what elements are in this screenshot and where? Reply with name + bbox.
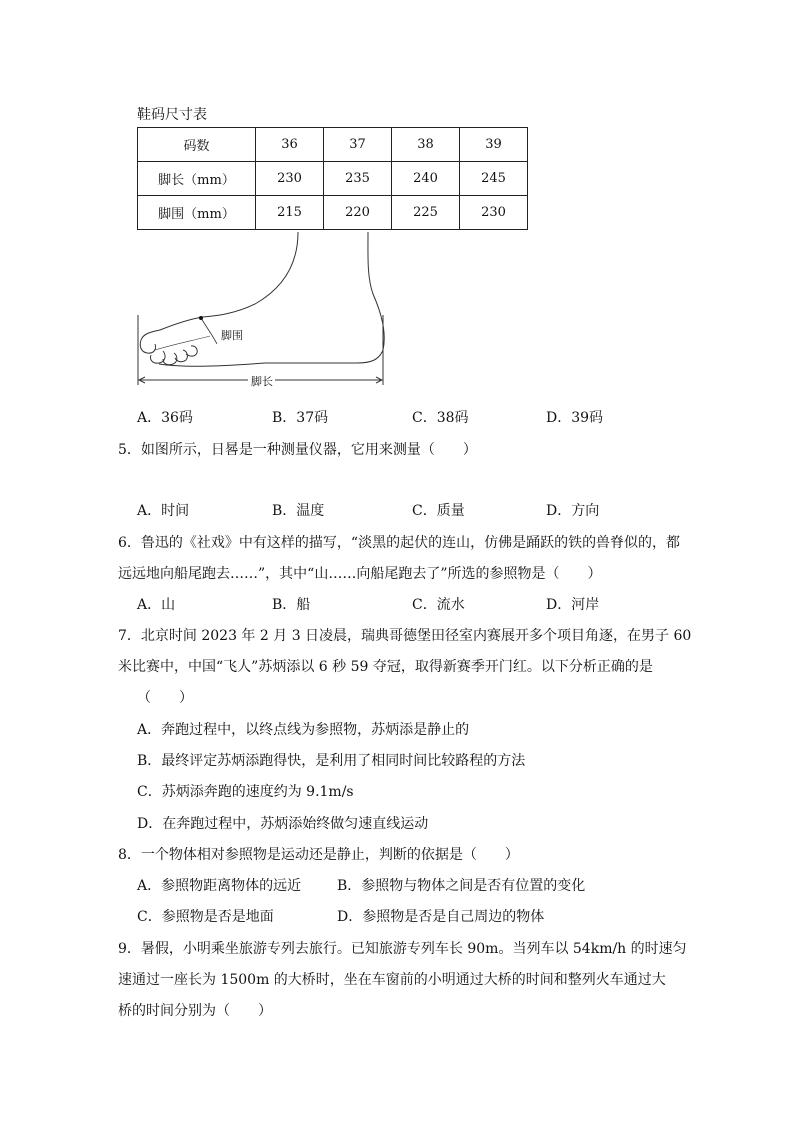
q4-option-c[interactable]: C．38码 xyxy=(412,410,469,426)
q6-option-a[interactable]: A．山 xyxy=(137,597,176,613)
table-row xyxy=(138,196,528,230)
q8-option-a[interactable]: A．参照物距离物体的远近 xyxy=(137,878,302,894)
table-cell: 245 xyxy=(460,162,528,196)
table-cell: 235 xyxy=(324,162,392,196)
q8-option-d[interactable]: D．参照物是否是自己周边的物体 xyxy=(337,909,545,925)
q5-option-d[interactable]: D．方向 xyxy=(546,503,600,519)
table-cell: 230 xyxy=(256,162,324,196)
q9-stem-line3: 桥的时间分别为（ ） xyxy=(118,1003,272,1019)
q6-stem-line2: 远远地向船尾跑去……”，其中“山……向船尾跑去了”所选的参照物是（ ） xyxy=(118,566,602,582)
q6-option-d[interactable]: D．河岸 xyxy=(546,597,600,613)
table-row xyxy=(138,128,528,162)
q8-stem: 8．一个物体相对参照物是运动还是静止，判断的依据是（ ） xyxy=(118,847,519,863)
q7-option-b[interactable]: B．最终评定苏炳添跑得快，是利用了相同时间比较路程的方法 xyxy=(137,753,526,769)
q5-option-a[interactable]: A．时间 xyxy=(137,503,190,519)
row-header: 脚围（mm） xyxy=(138,196,256,230)
q9-stem-line1: 9．暑假，小明乘坐旅游专列去旅行。已知旅游专列车长 90m。当列车以 54km/h 的时速匀 xyxy=(118,941,687,957)
q4-option-b[interactable]: B．37码 xyxy=(272,410,329,426)
q6-stem-line1: 6．鲁迅的《社戏》中有这样的描写，“淡黑的起伏的连山，仿佛是踊跃的铁的兽脊似的，都 xyxy=(118,535,681,551)
q7-stem-line3: （ ） xyxy=(137,690,193,706)
foot-diagram xyxy=(135,232,390,392)
length-label: 脚长 xyxy=(251,375,273,388)
row-header: 脚长（mm） xyxy=(138,162,256,196)
table-cell: 220 xyxy=(324,196,392,230)
table-cell: 225 xyxy=(392,196,460,230)
table-cell: 38 xyxy=(392,128,460,162)
q9-stem-line2: 速通过一座长为 1500m 的大桥时，坐在车窗前的小明通过大桥的时间和整列火车通过大 xyxy=(118,972,666,988)
table-row xyxy=(138,162,528,196)
table-cell: 230 xyxy=(460,196,528,230)
table-cell: 37 xyxy=(324,128,392,162)
row-header: 码数 xyxy=(138,128,256,162)
q5-option-c[interactable]: C．质量 xyxy=(412,503,465,519)
q5-option-b[interactable]: B．温度 xyxy=(272,503,325,519)
q4-option-a[interactable]: A．36码 xyxy=(137,410,193,426)
table-cell: 36 xyxy=(256,128,324,162)
table-title: 鞋码尺寸表 xyxy=(137,107,207,123)
q7-option-c[interactable]: C．苏炳添奔跑的速度约为 9.1m/s xyxy=(137,784,354,800)
shoe-size-table xyxy=(137,127,528,230)
girth-label: 脚围 xyxy=(221,329,243,342)
q7-option-d[interactable]: D．在奔跑过程中，苏炳添始终做匀速直线运动 xyxy=(137,816,429,832)
q7-option-a[interactable]: A．奔跑过程中，以终点线为参照物，苏炳添是静止的 xyxy=(137,722,470,738)
q4-option-d[interactable]: D．39码 xyxy=(546,410,604,426)
q6-option-c[interactable]: C．流水 xyxy=(412,597,465,613)
q8-option-b[interactable]: B．参照物与物体之间是否有位置的变化 xyxy=(337,878,586,894)
table-cell: 39 xyxy=(460,128,528,162)
q8-option-c[interactable]: C．参照物是否是地面 xyxy=(137,909,274,925)
q7-stem-line2: 米比赛中，中国“飞人”苏炳添以 6 秒 59 夺冠，取得新赛季开门红。以下分析正确的是 xyxy=(118,659,653,675)
table-cell: 215 xyxy=(256,196,324,230)
q6-option-b[interactable]: B．船 xyxy=(272,597,311,613)
girth-marker xyxy=(199,316,203,320)
table-cell: 240 xyxy=(392,162,460,196)
q5-stem: 5．如图所示，日晷是一种测量仪器，它用来测量（ ） xyxy=(118,442,477,458)
q7-stem-line1: 7．北京时间 2023 年 2 月 3 日凌晨，瑞典哥德堡田径室内赛展开多个项目角逐，在男子 60 xyxy=(118,628,692,644)
